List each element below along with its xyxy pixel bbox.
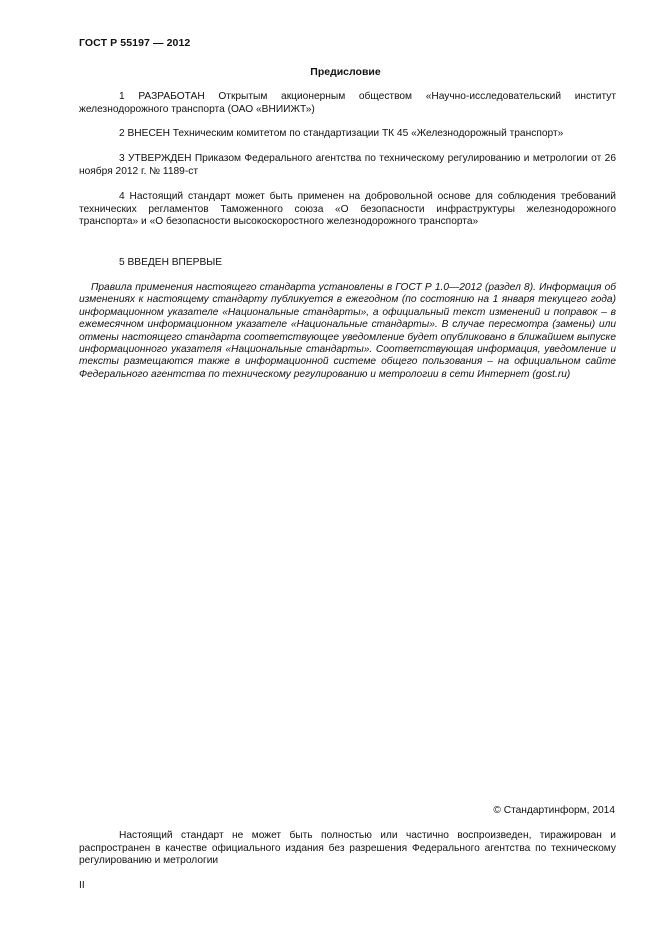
reproduction-rights-text (79, 830, 616, 868)
preface-item-developed (79, 91, 616, 116)
preface-item-applicability (79, 191, 616, 229)
preface-item-text: 3 УТВЕРЖДЕН Приказом Федерального агентства по техническому регулированию и метрологии от 26 ноября 2012 г. № 1189-ст (79, 153, 616, 177)
preface-item-text: 2 ВНЕСЕН Техническим комитетом по стандартизации ТК 45 «Железнодорожный транспорт» (119, 128, 564, 139)
page-number: II (79, 880, 85, 891)
preface-item-text: 4 Настоящий стандарт может быть применен на добровольной основе для соблюдения требований технических регламентов Таможенного союза «О безопасности инфраструктуры железнодорожного транспорта» и «О безопасности высокоскоростного железнодорожного транспорта» (79, 191, 616, 228)
preface-item-first-introduced (79, 257, 616, 270)
notice-text: Правила применения настоящего стандарта установлены в ГОСТ Р 1.0—2012 (раздел 8). Информация об изменениях к настоящему стандарту публикуется в ежегодном (по состоянию на 1 января текущего года) информационном указателе «Национальные стандарты», а официальный текст изменений и поправок – в ежемесячном информационном указателе «Национальные стандарты». В случае пересмотра (замены) или отмены настоящего стандарта соответствующее уведомление будет опубликовано в ближайшем выпуске информационного указателя «Национальные стандарты». Соответствующая информация, уведомление и тексты размещаются также в информационной системе общего пользования – на официальном сайте Федерального агентства по техническому регулированию и метрологии в сети Интернет (gost.ru) (79, 282, 616, 380)
standard-code-header: ГОСТ Р 55197 — 2012 (79, 37, 191, 49)
application-rules-notice (79, 282, 616, 381)
preface-title: Предисловие (310, 66, 381, 78)
copyright-line: © Стандартинформ, 2014 (493, 805, 615, 816)
rights-text: Настоящий стандарт не может быть полностью или частично воспроизведен, тиражирован и распространен в качестве официального издания без разрешения Федерального агентства по техническому регулированию и метрологии (79, 830, 616, 867)
preface-item-text: 1 РАЗРАБОТАН Открытым акционерным обществом «Научно-исследовательский институт железнодорожного транспорта (ОАО «ВНИИЖТ») (79, 91, 616, 115)
preface-item-text: 5 ВВЕДЕН ВПЕРВЫЕ (119, 257, 223, 268)
preface-item-introduced (79, 128, 616, 141)
preface-item-approved (79, 153, 616, 178)
